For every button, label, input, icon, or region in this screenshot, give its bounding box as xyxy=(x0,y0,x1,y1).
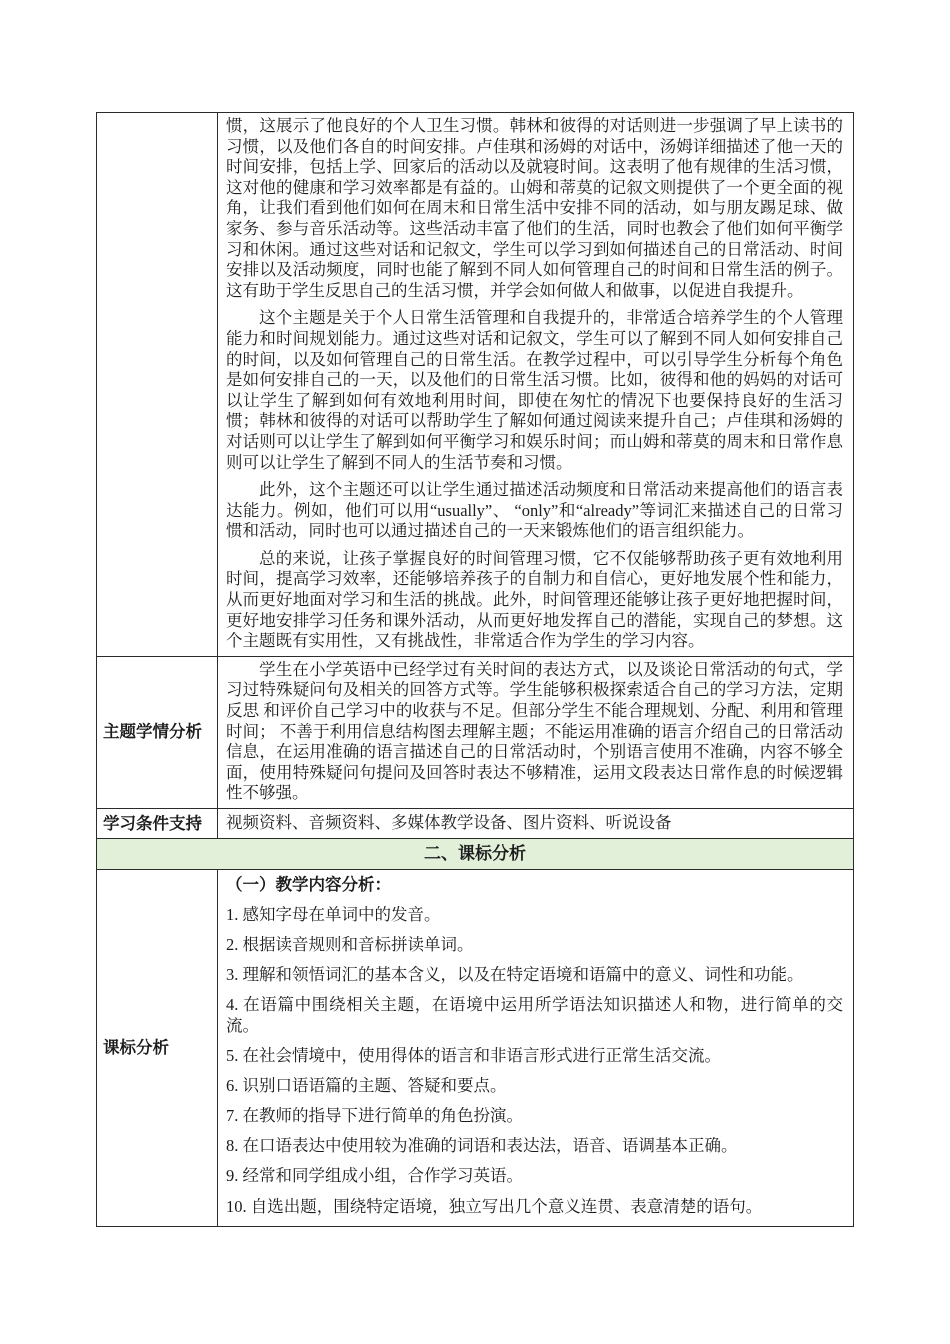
table-row-learner-analysis xyxy=(97,656,853,808)
theme-analysis-label-cell xyxy=(97,113,218,656)
curriculum-item: 6. 识别口语语篇的主题、答疑和要点。 xyxy=(226,1076,507,1096)
curriculum-item: 1. 感知字母在单词中的发音。 xyxy=(226,905,441,925)
curriculum-item: 7. 在教师的指导下进行简单的角色扮演。 xyxy=(226,1106,523,1126)
table-row-support xyxy=(97,808,853,838)
section-banner-row xyxy=(97,838,853,869)
learner-analysis-label: 主题学情分析 xyxy=(97,657,218,808)
table-row-curriculum-analysis xyxy=(97,869,853,1226)
curriculum-heading: （一）教学内容分析： xyxy=(226,876,391,894)
learner-analysis-content xyxy=(218,657,853,808)
theme-paragraph: 总的来说，让孩子掌握良好的时间管理习惯，它不仅能够帮助孩子更有效地利用时间，提高学习效率，还能够培养孩子的自制力和自信心，更好地发展个性和能力，从而更好地面对学习和生活的挑战。此外，时间管理还能够让孩子更好地把握时间，更好地安排学习任务和课外活动，从而更好地发挥自己的潜能，实现自己的梦想。这个主题既有实用性，又有挑战性，非常适合作为学生的学习内容。 xyxy=(226,548,843,651)
curriculum-item: 2. 根据读音规则和音标拼读单词。 xyxy=(226,935,474,955)
curriculum-item: 8. 在口语表达中使用较为准确的词语和表达法，语音、语调基本正确。 xyxy=(226,1136,738,1156)
support-content: 视频资料、音频资料、多媒体教学设备、图片资料、听说设备 xyxy=(226,813,672,832)
theme-paragraph: 此外，这个主题还可以让学生通过描述活动频度和日常活动来提高他们的语言表达能力。例如，他们可以用“usually”、 “only”和“already”等词汇来描述自己的日常习惯和活动，同时也可以通过描述自己的一天来锻炼他们的语言组织能力。 xyxy=(226,480,843,541)
curriculum-item: 3. 理解和领悟词汇的基本含义，以及在特定语境和语篇中的意义、词性和功能。 xyxy=(226,965,804,985)
lesson-plan-table xyxy=(96,112,854,1227)
curriculum-content xyxy=(218,870,853,1226)
table-row-theme-analysis xyxy=(97,113,853,656)
theme-paragraph: 这个主题是关于个人日常生活管理和自我提升的，非常适合培养学生的个人管理能力和时间规划能力。通过这些对话和记叙文，学生可以了解到不同人如何安排自己的时间，以及如何管理自己的日常生活。在教学过程中，可以引导学生分析每个角色是如何安排自己的一天，以及他们的日常生活习惯。比如，彼得和他的妈妈的对话可以让学生了解到如何有效地利用时间，即使在匆忙的情况下也要保持良好的生活习惯；韩林和彼得的对话可以帮助学生了解如何通过阅读来提升自己；卢佳琪和汤姆的对话则可以让学生了解到如何平衡学习和娱乐时间；而山姆和蒂莫的周末和日常作息则可以让学生了解到不同人的生活节奏和习惯。 xyxy=(226,308,843,472)
curriculum-item: 10. 自选出题，围绕特定语境，独立写出几个意义连贯、表意清楚的语句。 xyxy=(226,1196,763,1216)
theme-paragraph: 惯，这展示了他良好的个人卫生习惯。韩林和彼得的对话则进一步强调了早上读书的习惯，以及他们各自的时间安排。卢佳琪和汤姆的对话中，汤姆详细描述了他一天的时间安排，包括上学、回家后的活动以及就寝时间。这表明了他有规律的生活习惯，这对他的健康和学习效率都是有益的。山姆和蒂莫的记叙文则提供了一个更全面的视角，让我们看到他们如何在周末和日常生活中安排不同的活动，如与朋友踢足球、做家务、参与音乐活动等。这些活动丰富了他们的生活，同时也教会了他们如何平衡学习和休闲。通过这些对话和记叙文，学生可以学习到如何描述自己的日常活动、时间安排以及活动频度，同时也能了解到不同人如何管理自己的时间和日常生活的例子。这有助于学生反思自己的生活习惯，并学会如何做人和做事，以促进自我提升。 xyxy=(226,116,843,300)
support-label: 学习条件支持 xyxy=(97,809,218,838)
curriculum-label: 课标分析 xyxy=(97,870,218,1226)
curriculum-item: 4. 在语篇中围绕相关主题，在语境中运用所学语法知识描述人和物，进行简单的交流。 xyxy=(226,995,843,1035)
section-banner-title: 二、课标分析 xyxy=(424,844,526,863)
theme-analysis-content xyxy=(218,113,853,656)
curriculum-item: 5. 在社会情境中，使用得体的语言和非语言形式进行正常生活交流。 xyxy=(226,1046,721,1066)
learner-analysis-text: 学生在小学英语中已经学过有关时间的表达方式，以及谈论日常活动的句式，学习过特殊疑问句及相关的回答方式等。学生能够积极探索适合自己的学习方法，定期反思 和评价自己学习中的收获与不足。但部分学生不能合理规划、分配、利用和管理时间； 不善于利用信息结构图去理解主题；不能运用准确的语言介绍自己的日常活动信息，在运用准确的语言描述自己的日常活动时，个别语言使用不准确，内容不够全面，使用特殊疑问句提问及回答时表达不够精准，运用文段表达日常作息的时候逻辑性不够强。 xyxy=(226,659,843,803)
curriculum-item: 9. 经常和同学组成小组，合作学习英语。 xyxy=(226,1166,523,1186)
